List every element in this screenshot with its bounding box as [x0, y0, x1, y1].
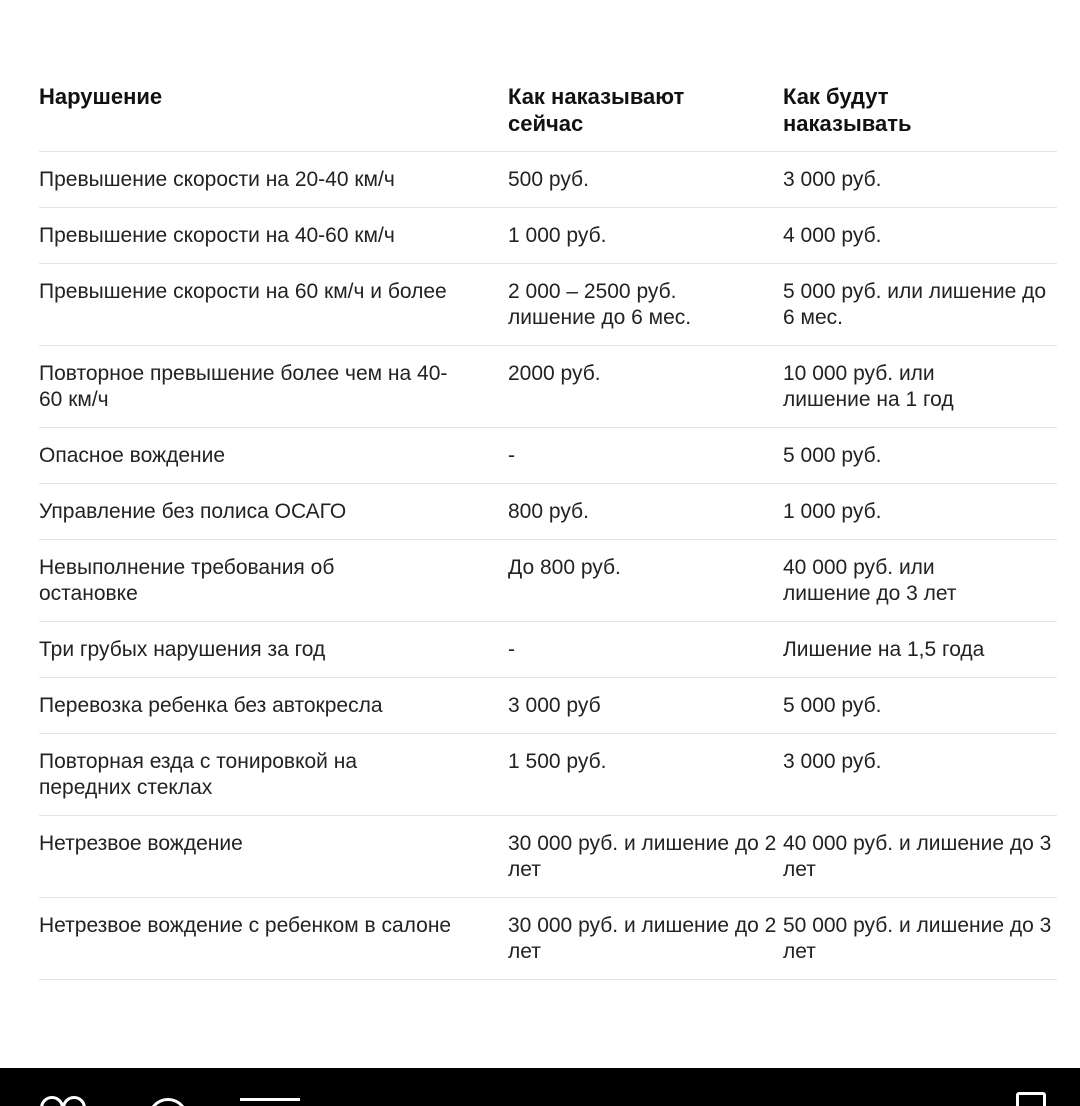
current-penalty-cell: 500 руб.	[508, 152, 783, 208]
violation-cell: Три грубых нарушения за год	[39, 622, 508, 678]
home-icon[interactable]	[148, 1098, 188, 1106]
violation-cell: Нетрезвое вождение с ребенком в салоне	[39, 898, 508, 980]
future-penalty-cell: 5 000 руб.	[783, 678, 1057, 734]
overview-icon[interactable]	[1016, 1092, 1046, 1106]
current-penalty-cell: 30 000 руб. и лишение до 2 лет	[508, 816, 783, 898]
table-row	[39, 346, 1057, 428]
recent-apps-icon-part	[62, 1096, 86, 1106]
current-penalty-cell: 2000 руб.	[508, 346, 783, 428]
current-penalty-cell: До 800 руб.	[508, 540, 783, 622]
header-violation: Нарушение	[39, 80, 508, 152]
table-row	[39, 734, 1057, 816]
violation-cell: Управление без полиса ОСАГО	[39, 484, 508, 540]
current-penalty-cell: 30 000 руб. и лишение до 2 лет	[508, 898, 783, 980]
violation-cell: Невыполнение требования об остановке	[39, 540, 508, 622]
future-penalty-cell: 4 000 руб.	[783, 208, 1057, 264]
future-penalty-cell: 3 000 руб.	[783, 152, 1057, 208]
recent-apps-icon[interactable]	[40, 1096, 64, 1106]
violation-cell: Повторное превышение более чем на 40-60 км/ч	[39, 346, 508, 428]
table-row	[39, 622, 1057, 678]
table-row	[39, 152, 1057, 208]
current-penalty-cell: 3 000 руб	[508, 678, 783, 734]
violation-cell: Превышение скорости на 20-40 км/ч	[39, 152, 508, 208]
future-penalty-cell: Лишение на 1,5 года	[783, 622, 1057, 678]
current-penalty-cell: 800 руб.	[508, 484, 783, 540]
table-header-row	[39, 80, 1057, 152]
future-penalty-cell: 5 000 руб. или лишение до 6 мес.	[783, 264, 1057, 346]
violation-cell: Нетрезвое вождение	[39, 816, 508, 898]
table-row	[39, 540, 1057, 622]
table-row	[39, 264, 1057, 346]
table-row	[39, 428, 1057, 484]
violation-cell: Превышение скорости на 60 км/ч и более	[39, 264, 508, 346]
future-penalty-cell: 1 000 руб.	[783, 484, 1057, 540]
violation-cell: Повторная езда с тонировкой на передних стеклах	[39, 734, 508, 816]
current-penalty-cell: -	[508, 428, 783, 484]
table-row	[39, 484, 1057, 540]
future-penalty-cell: 3 000 руб.	[783, 734, 1057, 816]
future-penalty-cell: 10 000 руб. или лишение на 1 год	[783, 346, 1057, 428]
table-row	[39, 898, 1057, 980]
violation-cell: Перевозка ребенка без автокресла	[39, 678, 508, 734]
back-icon[interactable]	[240, 1098, 300, 1106]
fines-table-container	[39, 80, 1057, 980]
violation-cell: Опасное вождение	[39, 428, 508, 484]
violation-cell: Превышение скорости на 40-60 км/ч	[39, 208, 508, 264]
table-row	[39, 816, 1057, 898]
system-navigation-bar	[0, 1068, 1080, 1106]
future-penalty-cell: 50 000 руб. и лишение до 3 лет	[783, 898, 1057, 980]
current-penalty-cell: 1 000 руб.	[508, 208, 783, 264]
fines-table	[39, 80, 1057, 980]
header-future-penalty: Как будут наказывать	[783, 80, 1057, 152]
current-penalty-cell: 2 000 – 2500 руб. лишение до 6 мес.	[508, 264, 783, 346]
current-penalty-cell: 1 500 руб.	[508, 734, 783, 816]
future-penalty-cell: 40 000 руб. или лишение до 3 лет	[783, 540, 1057, 622]
table-row	[39, 208, 1057, 264]
current-penalty-cell: -	[508, 622, 783, 678]
header-current-penalty: Как наказывают сейчас	[508, 80, 783, 152]
table-row	[39, 678, 1057, 734]
future-penalty-cell: 40 000 руб. и лишение до 3 лет	[783, 816, 1057, 898]
future-penalty-cell: 5 000 руб.	[783, 428, 1057, 484]
